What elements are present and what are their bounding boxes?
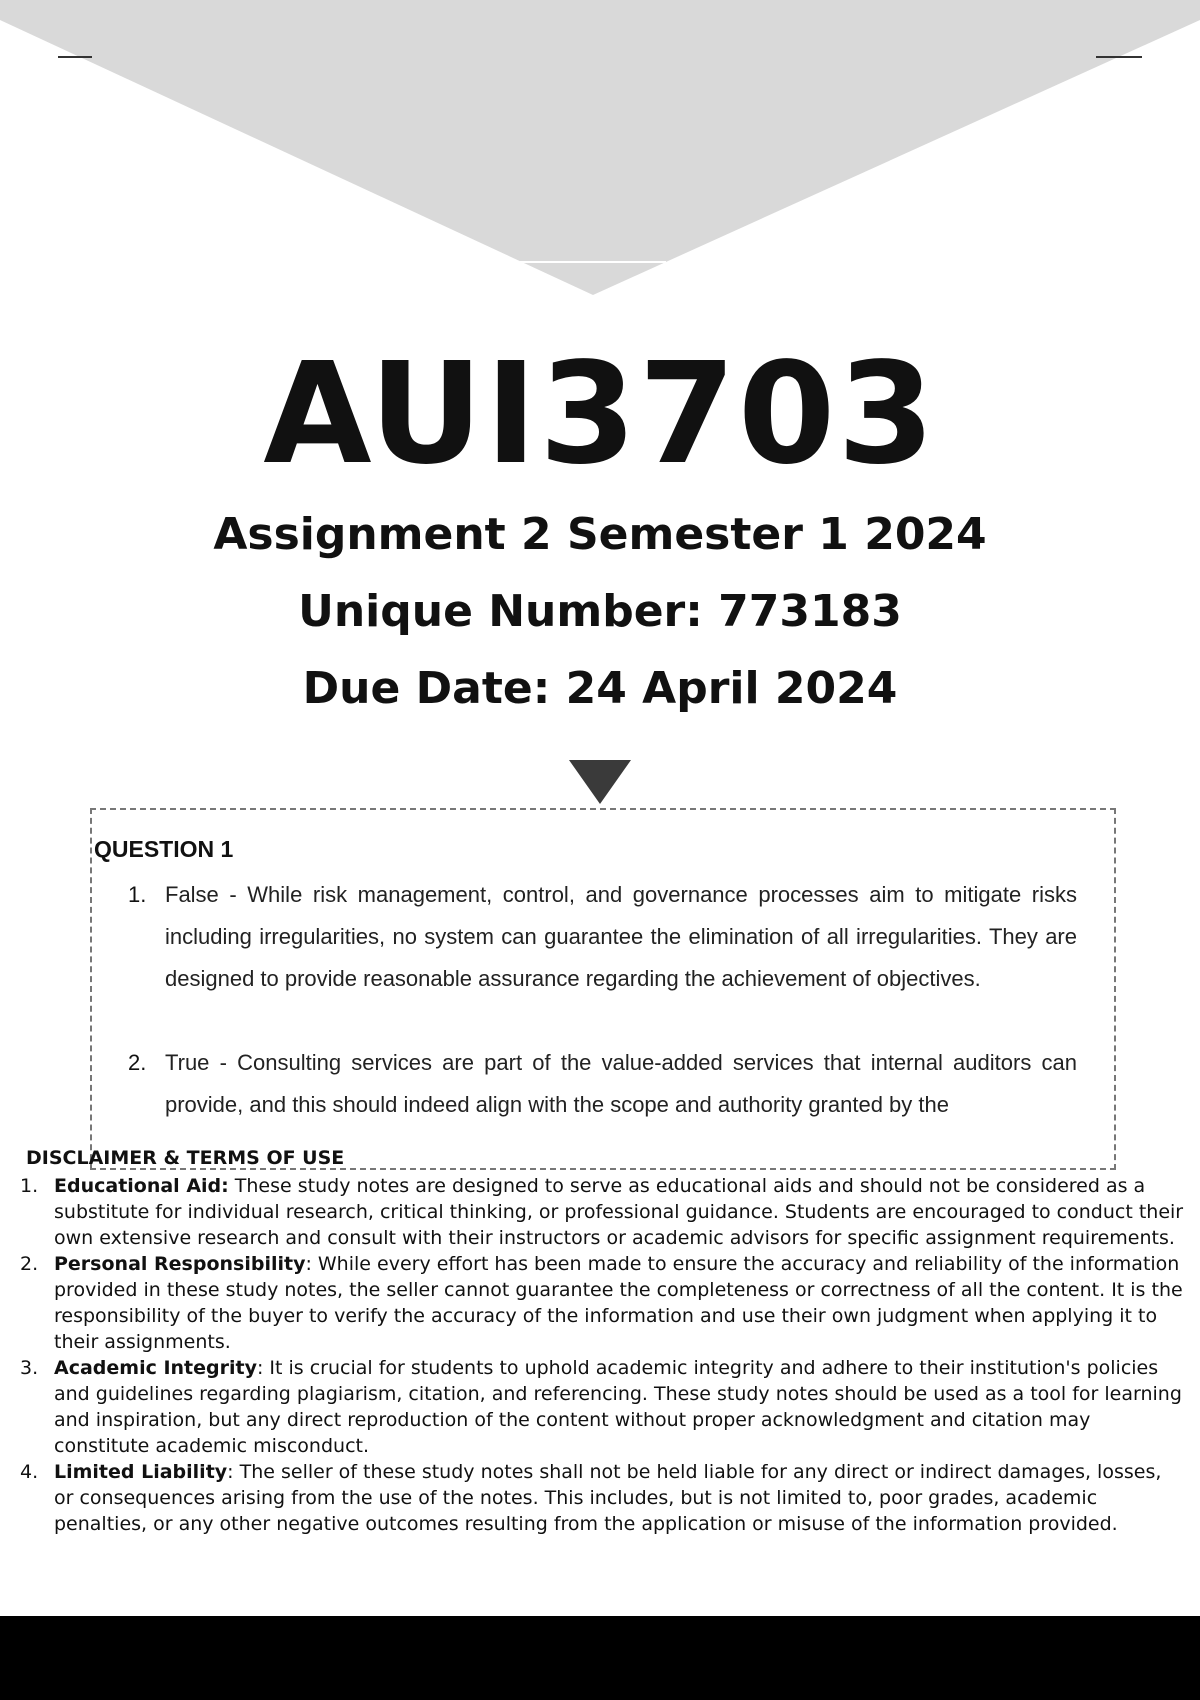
disclaimer-label: Limited Liability	[54, 1461, 228, 1483]
answer-list	[92, 874, 1116, 1168]
disclaimer-number: 4.	[20, 1461, 39, 1483]
disclaimer-number: 1.	[20, 1175, 39, 1197]
down-arrow-icon	[569, 760, 631, 804]
corner-rule-left	[58, 56, 92, 58]
disclaimer-label: Academic Integrity	[54, 1357, 257, 1379]
answer-number: 2.	[128, 1050, 147, 1075]
disclaimer-body: : The seller of these study notes shall not be held liable for any direct or indirect damages, losses, or consequences arising from the use of the notes. This includes, but is not limited to, poor grades, academic penalties, or any other negative outcomes resulting from the application or misuse of the information provided.	[54, 1461, 1162, 1535]
assignment-title: Assignment 2 Semester 1 2024	[213, 509, 987, 560]
answer-item	[92, 874, 1116, 1000]
answer-number: 1.	[128, 882, 147, 907]
disclaimer-text	[54, 1459, 1184, 1537]
disclaimer-text	[54, 1355, 1184, 1459]
disclaimer-item	[0, 1251, 1200, 1355]
disclaimer-title: DISCLAIMER & TERMS OF USE	[26, 1147, 345, 1169]
disclaimer-label: Educational Aid:	[54, 1175, 229, 1197]
answer-text: True - Consulting services are part of the value-added services that internal auditors can provide, and this should indeed align with the scope and authority granted by the	[165, 1050, 1077, 1117]
disclaimer-item	[0, 1173, 1200, 1251]
answer-item	[92, 1042, 1116, 1126]
corner-rule-right	[1096, 56, 1142, 58]
disclaimer-text	[54, 1251, 1184, 1355]
question-heading: QUESTION 1	[94, 836, 234, 862]
disclaimer-number: 3.	[20, 1357, 39, 1379]
disclaimer-number: 2.	[20, 1253, 39, 1275]
disclaimer-body: These study notes are designed to serve as educational aids and should not be considered as a substitute for individual research, critical thinking, or professional guidance. Students are encouraged to conduct their own extensive research and consult with their instructors or academic advisors for specific assignment requirements.	[54, 1175, 1184, 1249]
unique-number: Unique Number: 773183	[298, 586, 902, 637]
disclaimer-item	[0, 1355, 1200, 1459]
footer-bar	[0, 1616, 1200, 1700]
disclaimer-list	[0, 1173, 1200, 1537]
disclaimer-text	[54, 1173, 1184, 1251]
header-chevron-shape	[0, 0, 1200, 300]
disclaimer-item	[0, 1459, 1200, 1537]
disclaimer-body: : It is crucial for students to uphold academic integrity and adhere to their institution's policies and guidelines regarding plagiarism, citation, and referencing. These study notes should be used as a tool for learning and inspiration, but any direct reproduction of the content without proper acknowledgment and citation may constitute academic misconduct.	[54, 1357, 1182, 1457]
disclaimer-label: Personal Responsibility	[54, 1253, 306, 1275]
question-preview-box	[90, 808, 1116, 1170]
disclaimer-body: : While every effort has been made to ensure the accuracy and reliability of the information provided in these study notes, the seller cannot guarantee the completeness or correctness of all the content. It is the responsibility of the buyer to verify the accuracy of the information and use their own judgment when applying it to their assignments.	[54, 1253, 1183, 1353]
answer-text: False - While risk management, control, and governance processes aim to mitigate risks including irregularities, no system can guarantee the elimination of all irregularities. They are designed to provide reasonable assurance regarding the achievement of objectives.	[165, 882, 1077, 991]
course-code: AUI3703	[263, 333, 937, 496]
due-date: Due Date: 24 April 2024	[302, 663, 898, 714]
